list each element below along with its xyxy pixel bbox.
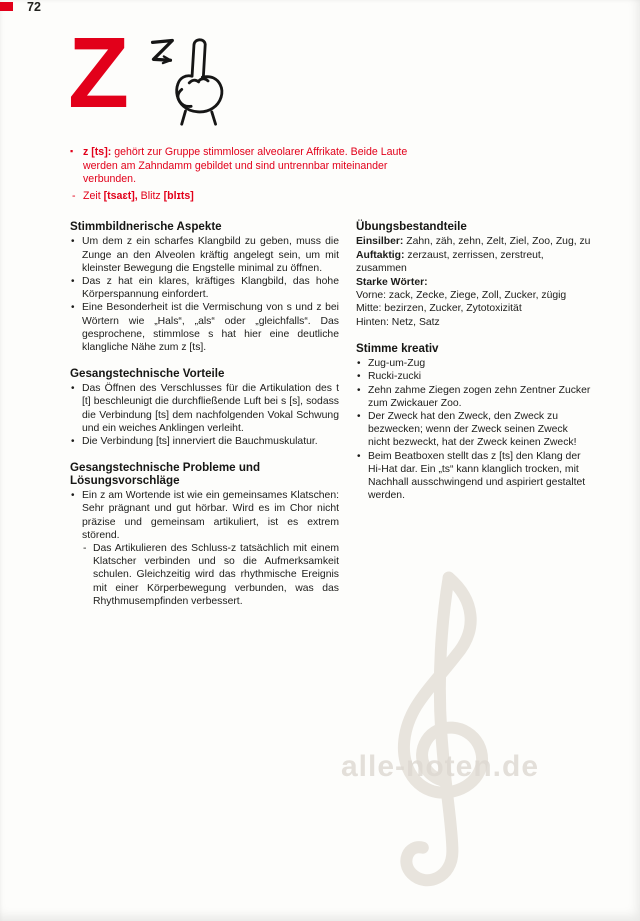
list-item: • Das z hat ein klares, kräftiges Klangbild, das hohe Körperspannung einfordert. [70,275,339,301]
example-ipa-1: [tsaɛt], [103,189,141,202]
watermark-text: alle-noten.de [341,750,540,783]
bullet-list [70,235,339,354]
row-label: Einsilber: [356,236,407,248]
row-label: Starke Wörter: [356,276,428,288]
exercise-row [356,276,592,289]
row-label: Auftaktig: [356,249,408,261]
list-item: • Um dem z ein scharfes Klangbild zu geben, muss die Zunge an den Alveolen kräftig angelegt sein, um mit kleinster Bewegung die Engstelle minimal zu öffnen. [70,235,339,275]
list-item: • Eine Besonderheit ist die Vermischung von s und z bei Wörtern wie „Hals“, „als“ oder „gleichfalls“. Das gesprochene, stimmlose s hat hier eine deutliche klangliche Nähe zum z [ts]. [70,301,339,354]
exercise-row [356,316,592,329]
list-item: • Zug-um-Zug [356,357,592,370]
two-column-layout [70,220,592,608]
example-ipa-2: [blɪts] [163,189,194,202]
section-gesangstechnische-vorteile [70,367,339,448]
chapter-letter-z: Z [68,17,130,129]
list-item: • Zehn zahme Ziegen zogen zehn Zentner Zucker zum Zwickauer Zoo. [356,384,592,410]
exercise-row [356,235,592,248]
list-item: • Beim Beatboxen stellt das z [ts] den Klang der Hi-Hat dar. Ein „ts“ kann klanglich trocken, mit Nachhall ausschwingend und aspiriert gestaltet werden. [356,450,592,503]
intro-example-line [70,190,410,204]
row-text: Mitte: bezirzen, Zucker, Zytotoxizität [356,303,522,315]
list-item: • Die Verbindung [ts] innerviert die Bauchmuskulatur. [70,435,339,448]
intro-definition [70,146,410,203]
example-word-2: Blitz [140,189,164,202]
row-text: Zahn, zäh, zehn, Zelt, Ziel, Zoo, Zug, zu [406,236,591,248]
section-stimme-kreativ [356,342,592,502]
row-text: Vorne: zack, Zecke, Ziege, Zoll, Zucker, zügig [356,290,567,301]
row-text: Hinten: Netz, Satz [356,316,440,328]
exercise-row [356,249,592,276]
section-heading: Stimme kreativ [356,342,439,356]
sub-bullet-list [82,542,339,608]
page-number: 72 [27,0,41,14]
section-heading: Stimmbildnerische Aspekte [70,220,222,234]
page-content [70,146,592,608]
list-item: • Das Öffnen des Verschlusses für die Artikulation des t [t] beschleunigt die durchfließende Luft bei s [s], sodass die Verbindung [ts] dem nachfolgenden Vokal Schwung und ein weiches Anklingen verleiht. [70,382,339,435]
intro-lead: z [ts]: [83,146,115,158]
row-text: zerzaust, zerrissen, zerstreut, zusammen [356,249,544,275]
list-item [70,489,339,608]
bullet-list [70,382,339,448]
list-item: • Rucki-zucki [356,370,592,383]
section-heading: Übungsbestandteile [356,220,467,234]
intro-bullet [70,146,410,187]
section-stimmbildnerische-aspekte [70,220,339,354]
section-probleme-loesungen [70,461,339,608]
section-uebungsbestandteile [356,220,592,329]
corner-tab-marker [0,2,13,11]
section-heading: Gesangstechnische Vorteile [70,367,225,381]
bullet-list [70,489,339,608]
sub-list-item: - Das Artikulieren des Schluss-z tatsächlich mit einem Klatscher verbinden und so die Aufmerksamkeit schulen. Gleichzeitig wird das rhythmische Ereignis mit einer Körperbewegung verbunden, was das Rhythmusempfinden verbessert. [82,542,339,608]
exercise-rows [356,235,592,329]
left-column [70,220,339,608]
section-heading: Gesangstechnische Probleme und Lösungsvorschläge [70,461,261,488]
z-handsign-icon [146,32,240,128]
bullet-list [356,357,592,502]
list-item: • Der Zweck hat den Zweck, den Zweck zu bezwecken; wenn der Zweck seinen Zweck nicht bezweckt, hat der Zweck keinen Zweck! [356,410,592,450]
list-item-text: Ein z am Wortende ist wie ein gemeinsames Klatschen: Sehr prägnant und gut hörbar. Wird es im Chor nicht präzise und gemeinsam artikuliert, ist es extrem störend. [82,490,339,541]
exercise-row [356,289,592,302]
intro-text: gehört zur Gruppe stimmloser alveolarer Affrikate. Beide Laute werden am Zahndamm gebildet und sind untrennbar miteinander verbunden. [83,146,408,186]
exercise-row [356,302,592,315]
right-column [356,220,592,608]
example-word-1: Zeit [83,189,104,202]
